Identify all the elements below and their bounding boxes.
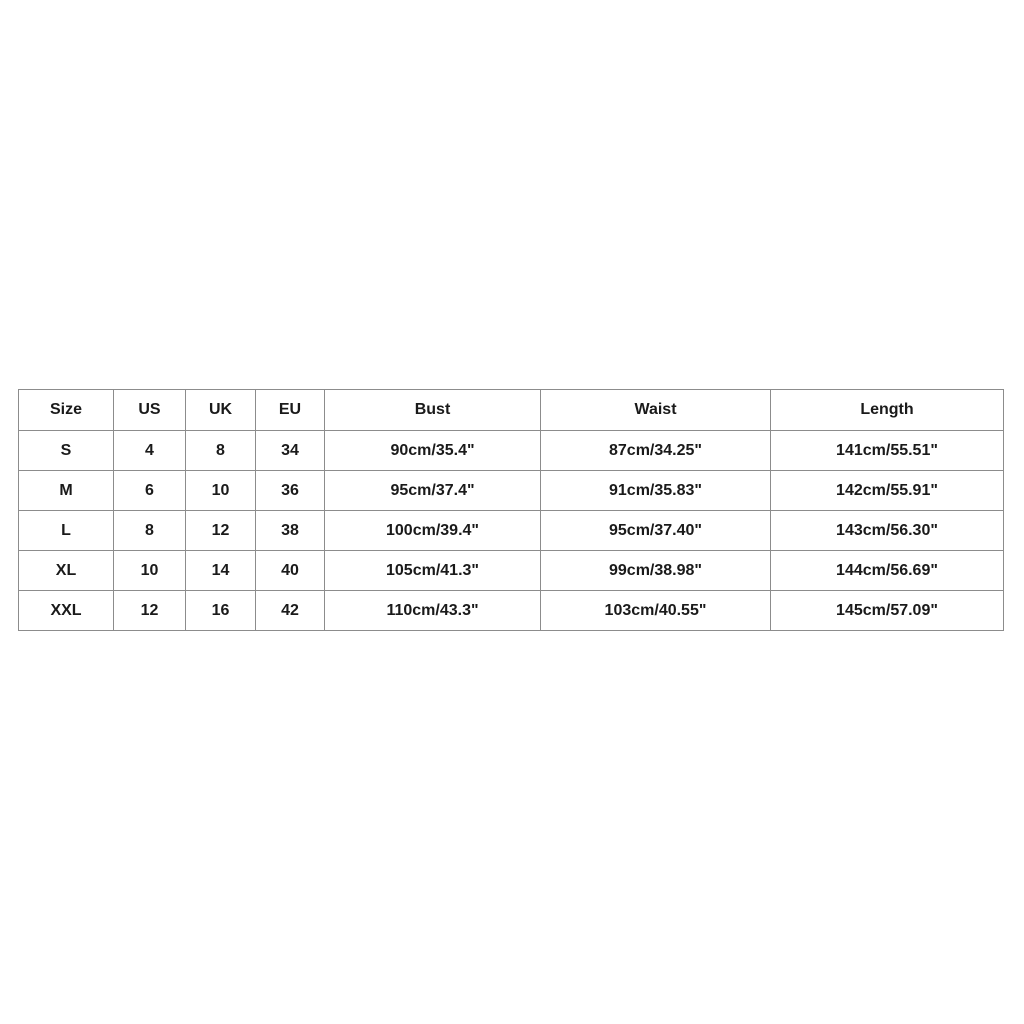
cell-waist: 87cm/34.25": [541, 431, 771, 471]
cell-eu: 36: [256, 471, 325, 511]
table-row: [19, 471, 1004, 511]
table-row: [19, 551, 1004, 591]
cell-us: 4: [114, 431, 186, 471]
cell-eu: 38: [256, 511, 325, 551]
cell-size: XXL: [19, 591, 114, 631]
cell-eu: 42: [256, 591, 325, 631]
table-row: [19, 591, 1004, 631]
cell-us: 12: [114, 591, 186, 631]
table-header-row: [19, 390, 1004, 431]
cell-size: S: [19, 431, 114, 471]
table-row: [19, 511, 1004, 551]
cell-us: 8: [114, 511, 186, 551]
cell-uk: 12: [186, 511, 256, 551]
size-chart-table: [18, 389, 1004, 631]
header-eu: EU: [256, 390, 325, 431]
cell-bust: 90cm/35.4": [325, 431, 541, 471]
cell-bust: 100cm/39.4": [325, 511, 541, 551]
header-waist: Waist: [541, 390, 771, 431]
cell-us: 10: [114, 551, 186, 591]
cell-length: 144cm/56.69": [771, 551, 1004, 591]
header-uk: UK: [186, 390, 256, 431]
cell-uk: 8: [186, 431, 256, 471]
cell-bust: 95cm/37.4": [325, 471, 541, 511]
cell-size: XL: [19, 551, 114, 591]
cell-size: L: [19, 511, 114, 551]
cell-waist: 95cm/37.40": [541, 511, 771, 551]
cell-waist: 99cm/38.98": [541, 551, 771, 591]
cell-us: 6: [114, 471, 186, 511]
cell-eu: 40: [256, 551, 325, 591]
cell-bust: 110cm/43.3": [325, 591, 541, 631]
cell-uk: 14: [186, 551, 256, 591]
header-us: US: [114, 390, 186, 431]
table-row: [19, 431, 1004, 471]
header-bust: Bust: [325, 390, 541, 431]
cell-waist: 91cm/35.83": [541, 471, 771, 511]
cell-uk: 10: [186, 471, 256, 511]
cell-size: M: [19, 471, 114, 511]
cell-length: 142cm/55.91": [771, 471, 1004, 511]
cell-uk: 16: [186, 591, 256, 631]
header-size: Size: [19, 390, 114, 431]
cell-waist: 103cm/40.55": [541, 591, 771, 631]
cell-length: 143cm/56.30": [771, 511, 1004, 551]
cell-length: 145cm/57.09": [771, 591, 1004, 631]
cell-length: 141cm/55.51": [771, 431, 1004, 471]
header-length: Length: [771, 390, 1004, 431]
cell-eu: 34: [256, 431, 325, 471]
cell-bust: 105cm/41.3": [325, 551, 541, 591]
